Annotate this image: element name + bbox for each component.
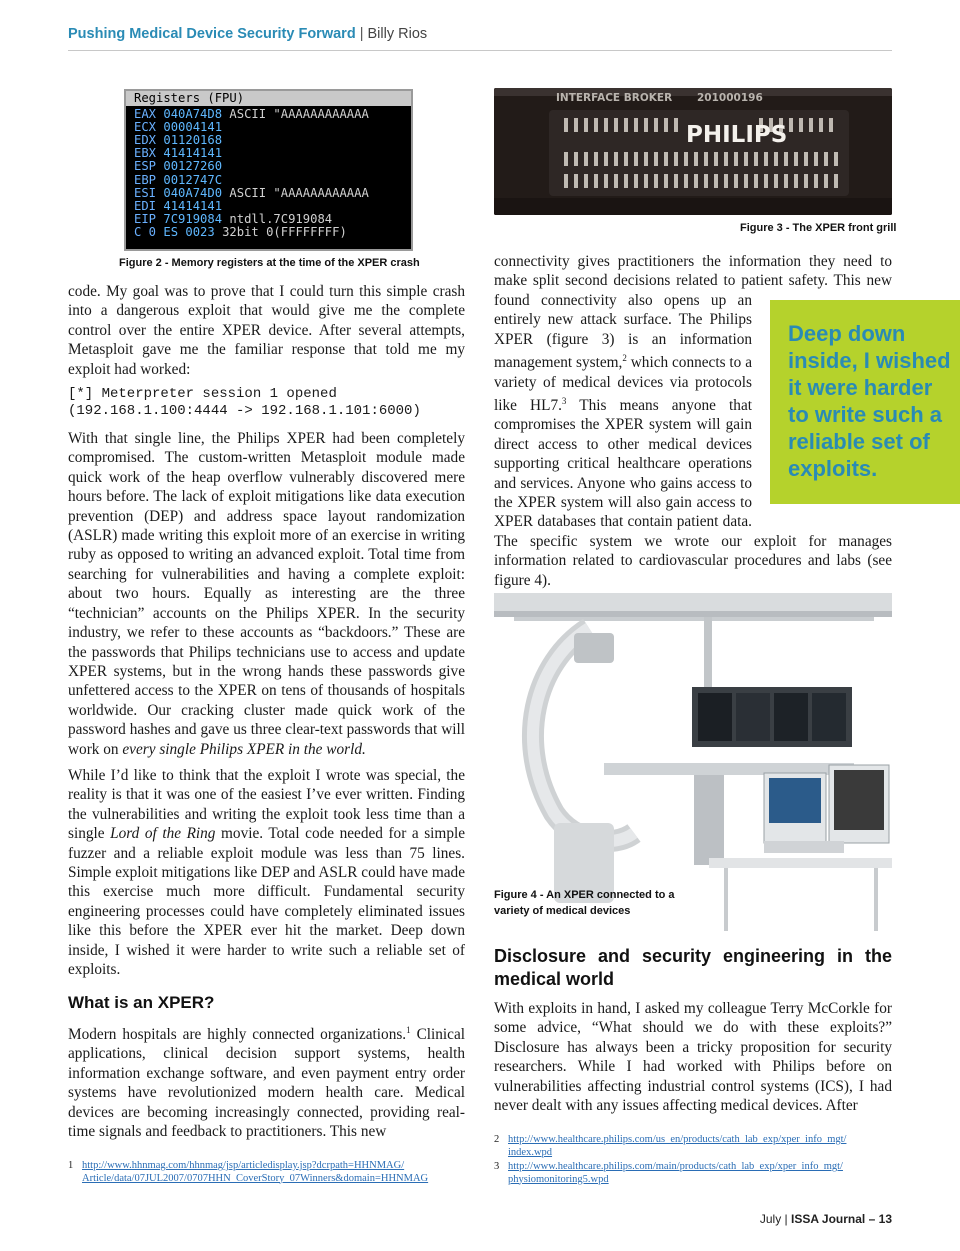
folio-journal: ISSA Journal bbox=[791, 1212, 866, 1226]
figure-4-caption: Figure 4 - An XPER connected to a variety of medical devices bbox=[494, 889, 675, 917]
register-row bbox=[126, 226, 411, 239]
header-title: Pushing Medical Device Security Forward bbox=[68, 26, 356, 42]
footnote-2-link[interactable]: http://www.healthcare.philips.com/us_en/products/cath_lab_exp/xper_info_mgt/ index.wpd bbox=[508, 1134, 847, 1158]
register-name: EAX bbox=[134, 107, 157, 122]
header-divider bbox=[68, 50, 892, 51]
running-header bbox=[68, 26, 427, 42]
register-name: EDI bbox=[134, 198, 157, 213]
register-name: ESI bbox=[134, 185, 157, 200]
paragraph: connectivity gives practitioners the information they need to make split second decisions related to patient safety. This new found connectivity also opens up an entirely new attack surface. The Philips XPER (figure 3) is an information management system,$^2$ which connects to a variety of medical devices via protocols like HL7.$^3$ This means anyone that compromises the XPER system will gain direct access to other medical devices supporting critical healthcare operations and services. Anyone who gains access to the XPER system will also gain access to XPER databases that contain patient data. The specific system we wrote our exploit for manages information related to cardiovascular procedures and labs (see figure 4). bbox=[494, 253, 892, 589]
figure-4-photo bbox=[494, 593, 892, 931]
footnote-3: 3 http://www.healthcare.philips.com/main/products/cath_lab_exp/xper_info_mgt/ physiomonitoring5.wpd bbox=[494, 1161, 843, 1185]
register-value: ES 0023 bbox=[163, 224, 215, 239]
register-name: EBX bbox=[134, 146, 157, 161]
emphasis: every single Philips XPER in the world. bbox=[122, 740, 366, 758]
xper-front-grill-image bbox=[494, 88, 892, 215]
figure-2-caption: Figure 2 - Memory registers at the time of the XPER crash bbox=[119, 257, 420, 269]
paragraph: While I’d like to think that the exploit I wrote was special, the reality is that it was one of the easiest I’ve ever written. Finding the vulnerabilities and writing the exploit took less time than a single Lord of the Ring movie. Total code needed for a simple fuzzer and a reliable exploit module was less than 75 lines. Simple exploit mitigations like DEP and ASLR could have made this exercise much more difficult. Fundamental security engineering processes could have completely eliminated issues like this before the XPER ever hit the market. Deep down inside, I wished it were harder to write such a reliable set of exploits. bbox=[68, 766, 466, 978]
register-annotation: ASCII "AAAAAAAAAAAA bbox=[222, 107, 369, 122]
emphasis: Lord of the Ring bbox=[110, 825, 216, 843]
footnote-1: 1 http://www.hhnmag.com/hhnmag/jsp/articledisplay.jsp?dcrpath=HHNMAG/ Article/data/07JUL2007/0707HHN_CoverStory_07Winners&domain=HHNMAG bbox=[68, 1160, 429, 1184]
register-annotation: ASCII "AAAAAAAAAAAA bbox=[222, 185, 369, 200]
header-author: Billy Rios bbox=[367, 26, 428, 42]
figure-3-photo bbox=[494, 88, 892, 215]
header-separator: | bbox=[359, 26, 364, 42]
code-block bbox=[68, 386, 465, 420]
register-name: C 0 bbox=[134, 224, 157, 239]
register-value: 41414141 bbox=[163, 198, 223, 213]
left-column bbox=[68, 282, 465, 1148]
register-annotation: ntdll.7C919084 bbox=[222, 211, 333, 226]
paragraph: With that single line, the Philips XPER had been completely compromised. The custom-written Metasploit module made quick work of the heap overflow vulnerably discovered mere hours before. The lack of exploit mitigations like data execution prevention (DEP) and address space layout randomization (ASLR) made writing this exploit more of an exercise in writing ruby as opposed to writing an advanced exploit. Total time from searching for vulnerabilities and having a complete exploit: about two hours. Equally as interesting are the three “technician” accounts on the Philips XPER. In the security industry, we refer to these accounts as “backdoors.” These are the passwords that Philips technicians use to access and update XPER systems, but in the wrong hands these passwords give unfettered access to the XPER on tens of thousands of hospitals worldwide. Our cracking cluster made quick work of the password hashes and gave us three clear-text passwords that will work on every single Philips XPER in the world. bbox=[68, 430, 465, 758]
register-name: EDX bbox=[134, 133, 157, 148]
register-value: 00127260 bbox=[163, 159, 223, 174]
register-value: 040A74D0 bbox=[163, 185, 223, 200]
section-heading: What is an XPER? bbox=[68, 993, 215, 1013]
code-line: [*] Meterpreter session 1 opened bbox=[68, 386, 337, 403]
footnote-2: 2 http://www.healthcare.philips.com/us_en/products/cath_lab_exp/xper_info_mgt/ index.wpd bbox=[494, 1134, 847, 1158]
page-folio bbox=[760, 1212, 892, 1226]
register-name: EIP bbox=[134, 211, 157, 226]
register-value: 7C919084 bbox=[163, 211, 223, 226]
folio-month: July bbox=[759, 1212, 782, 1226]
register-name: ESP bbox=[134, 159, 157, 174]
pull-quote-spacer bbox=[752, 291, 892, 523]
folio-page-number: 13 bbox=[878, 1212, 892, 1226]
grill-brand-logo: PHILIPS bbox=[686, 122, 788, 148]
register-value: 00004141 bbox=[163, 120, 223, 135]
right-column bbox=[494, 252, 892, 590]
folio-dash: – bbox=[868, 1212, 876, 1226]
paragraph: Modern hospitals are highly connected organizations.$^1$ Clinical applications, clinical decision support systems, health information exchange software, and even payment entry order systems have revolutionized modern health care. Medical devices are becoming increasingly connected, providing real-time signals and feedback to practitioners. This new bbox=[68, 1024, 465, 1140]
paragraph: With exploits in hand, I asked my colleague Terry McCorkle for some advice, “What should we do with these exploits?” Disclosure has always been a tricky proposition for security researchers. While I had worked with Philips before on vulnerabilities affecting industrial control systems (ICS), I had never dealt with any issues affecting medical devices. After bbox=[494, 1000, 892, 1115]
footnote-ref: 1 bbox=[406, 1024, 411, 1035]
folio-separator: | bbox=[784, 1212, 788, 1226]
figure-2-registers-screenshot bbox=[124, 89, 413, 251]
cath-lab-equipment-image bbox=[494, 593, 892, 931]
code-line: (192.168.1.100:4444 -> 192.168.1.101:6000) bbox=[68, 403, 421, 420]
register-value: 01120168 bbox=[163, 133, 223, 148]
footnote-3-link[interactable]: http://www.healthcare.philips.com/main/products/cath_lab_exp/xper_info_mgt/ physiomonitoring5.wpd bbox=[508, 1161, 843, 1185]
grill-label-serial: 201000196 bbox=[697, 92, 763, 104]
figure-3-caption: Figure 3 - The XPER front grill bbox=[740, 222, 897, 234]
register-value: 0012747C bbox=[163, 172, 223, 187]
grill-label-broker: INTERFACE BROKER bbox=[556, 92, 673, 104]
register-name: EBP bbox=[134, 172, 157, 187]
pull-quote-text: Deep down inside, I wished it were harder to write such a reliable set of exploits. bbox=[788, 321, 951, 481]
register-annotation: 32bit 0(FFFFFFFF) bbox=[214, 224, 347, 239]
section-heading: Disclosure and security engineering in the medical world bbox=[494, 946, 892, 989]
register-list bbox=[126, 108, 411, 239]
register-value: 41414141 bbox=[163, 146, 223, 161]
right-column-lower bbox=[494, 945, 892, 1122]
register-value: 040A74D8 bbox=[163, 107, 223, 122]
paragraph: code. My goal was to prove that I could turn this simple crash into a dangerous exploit that would give me the complete control over the entire XPER device. After several attempts, Metasploit gave me the familiar response that told me my exploit had worked: bbox=[68, 283, 465, 378]
terminal-title: Registers (FPU) bbox=[126, 91, 411, 106]
footnote-1-link[interactable]: http://www.hhnmag.com/hhnmag/jsp/articledisplay.jsp?dcrpath=HHNMAG/ Article/data/07JUL2007/0707HHN_CoverStory_07Winners&domain=HHNMAG bbox=[82, 1160, 429, 1184]
register-name: ECX bbox=[134, 120, 157, 135]
